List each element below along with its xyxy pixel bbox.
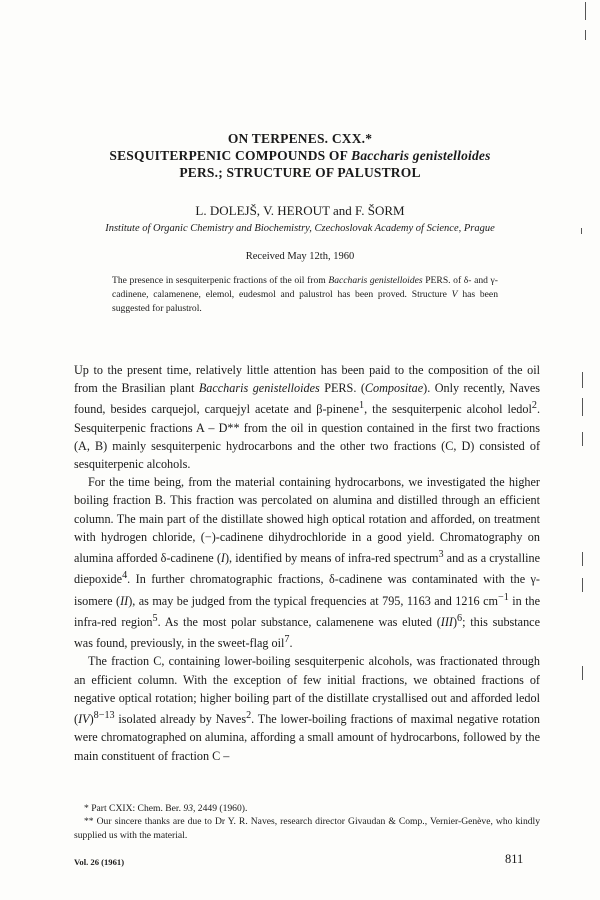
footnote-1: * Part CXIX: Chem. Ber. 93, 2449 (1960). bbox=[84, 803, 248, 814]
scan-mark bbox=[582, 372, 583, 388]
scan-mark bbox=[585, 30, 586, 40]
authors: L. DOLEJŠ, V. HEROUT and F. ŠORM bbox=[195, 203, 405, 218]
page-number: 811 bbox=[505, 852, 524, 866]
scan-mark bbox=[585, 2, 586, 20]
body-text bbox=[74, 361, 540, 765]
abstract: The presence in sesquiterpenic fractions of the oil from Baccharis genistelloides PERS. of δ- and γ-cadinene, calamenene, elemol, eudesmol and palustrol has been proved. Structure V has been suggested for palustrol. bbox=[112, 275, 498, 314]
scan-mark bbox=[582, 432, 583, 446]
paragraph-1: Up to the present time, relatively little attention has been paid to the composition of the oil from the Brasilian plant Baccharis genistelloides PERS. (Compositae). Only recently, Naves found, besides carquejol, carquejyl acetate and β-pinene$^1$, the sesquiterpenic alcohol ledol$^2$. Sesquiterpenic fractions A – D** from the oil in question contained in the first two fractions (A, B) mainly sesquiterpenic hydrocarbons and the other two fractions (C, D) consisted of sesquiterpenic alcohols. bbox=[74, 363, 540, 472]
paragraph-2: For the time being, from the material containing hydrocarbons, we investigated the higher boiling fraction B. This fraction was percolated on alumina and distilled through an efficient column. The main part of the distillate showed high optical rotation and afforded, on treatment with hydrogen chloride, (−)-cadinene dihydrochloride in a good yield. Chromatography on alumina afforded δ-cadinene (I), identified by means of infra-red spectrum$^3$ and as a crystalline diepoxide$^4$. In further chromatographic fractions, δ-cadinene was contaminated with the γ-isomere (II), as may be judged from the typical frequencies at 795, 1163 and 1216 $cm^{-1}$ in the infra-red region$^5$. As the most polar substance, calamenene was eluted (III)$^6$; this substance was found, previously, in the sweet-flag oil$^7$. bbox=[74, 475, 541, 651]
footnote-2: ** Our sincere thanks are due to Dr Y. R. Naves, research director Givaudan & Comp., Vernier-Genève, who kindly supplied us with the material. bbox=[74, 816, 540, 841]
scan-mark bbox=[581, 228, 582, 234]
title-line-1: ON TERPENES. CXX.* bbox=[227, 131, 373, 146]
title-line-3: PERS.; STRUCTURE OF PALUSTROL bbox=[179, 165, 421, 180]
title-line-2: SESQUITERPENIC COMPOUNDS OF Baccharis genistelloides bbox=[109, 148, 491, 163]
scan-mark bbox=[582, 666, 583, 680]
scan-mark bbox=[582, 578, 583, 592]
title-block bbox=[60, 130, 540, 181]
scan-mark bbox=[582, 398, 583, 416]
scan-mark bbox=[582, 552, 583, 566]
footnotes bbox=[74, 802, 540, 842]
paragraph-3: The fraction C, containing lower-boiling sesquiterpenic alcohols, was fractionated through an efficient column. With the exception of few initial fractions, we obtained fractions of negative optical rotation; higher boiling part of the distillate crystallised out and afforded ledol (IV)$^{8-13}$ isolated already by Naves$^2$. The lower-boiling fractions of maximal negative rotation were chromatographed on alumina, affording a small amount of hydrocarbons, followed by the main constituent of fraction C – bbox=[74, 654, 540, 763]
affiliation: Institute of Organic Chemistry and Biochemistry, Czechoslovak Academy of Science, Prague bbox=[105, 223, 495, 234]
received-date: Received May 12th, 1960 bbox=[245, 251, 355, 262]
journal-volume: Vol. 26 (1961) bbox=[74, 857, 125, 867]
